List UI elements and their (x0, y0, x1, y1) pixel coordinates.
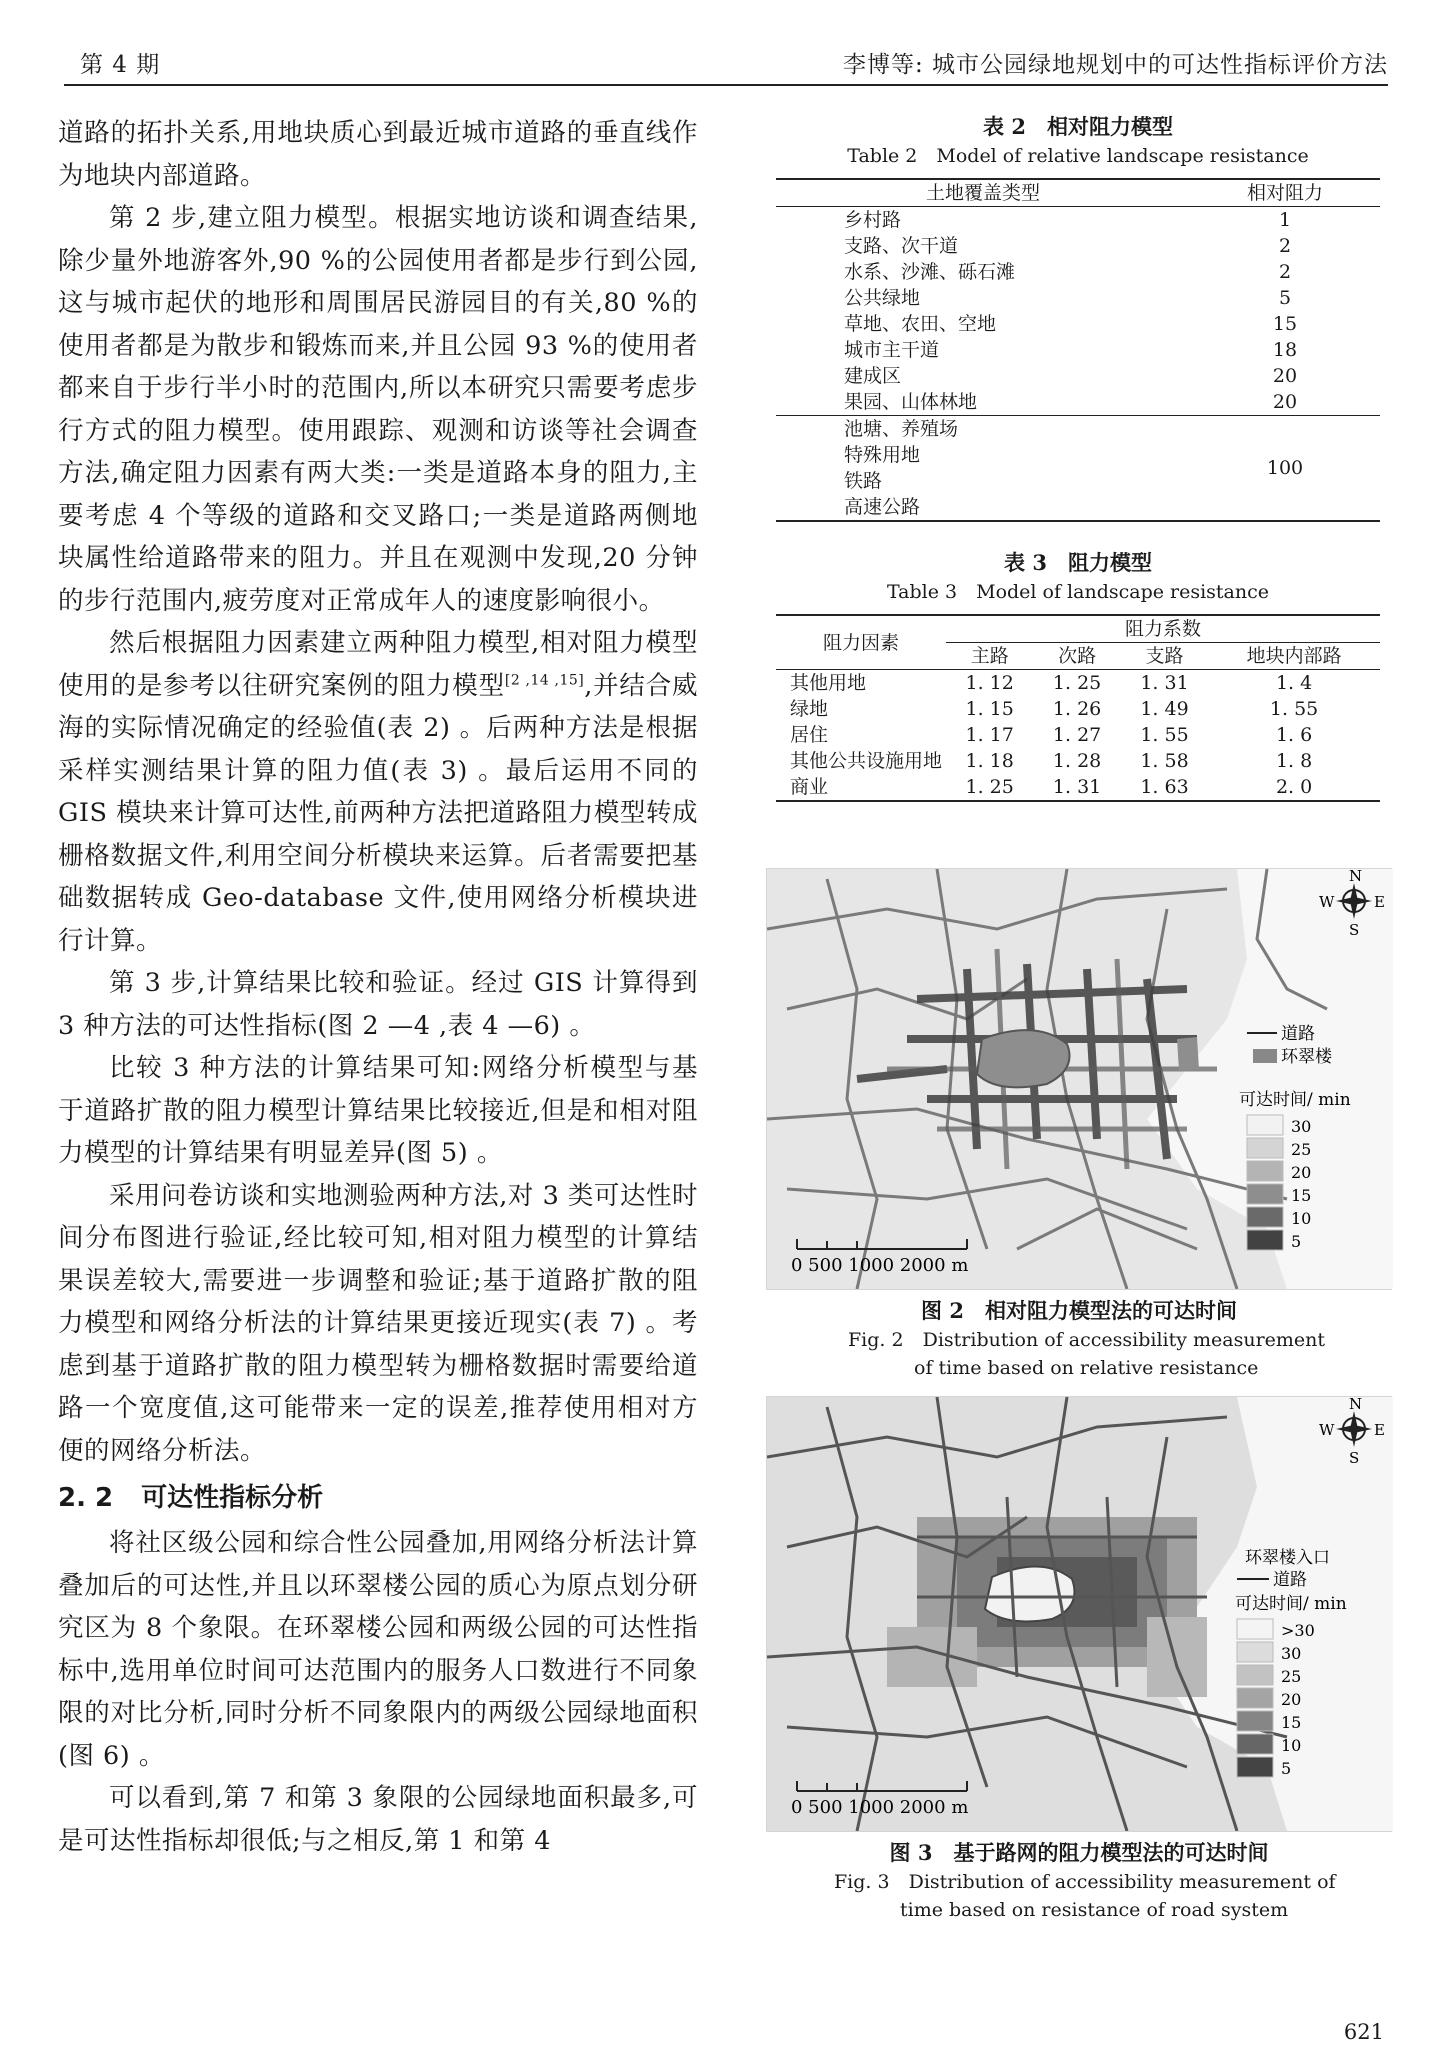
section-heading (58, 1476, 698, 1520)
table-row (776, 722, 1380, 748)
cell: 绿地 (790, 698, 829, 720)
paragraph (58, 622, 698, 962)
cell: 果园、山体林地 (844, 391, 978, 413)
cell: 乡村路 (844, 209, 902, 231)
table-row (776, 748, 1380, 774)
cell: 1. 31 (1052, 776, 1102, 798)
legend-entry-label: 环翠楼入口 (1245, 1548, 1330, 1568)
cell: 20 (1272, 365, 1298, 387)
legend-swatch (1237, 1757, 1273, 1777)
cell-line: 高速公路 (844, 496, 921, 518)
legend-swatch (1237, 1642, 1273, 1662)
zone (887, 1627, 977, 1687)
park-area (977, 1030, 1070, 1087)
compass-w: W (1319, 1421, 1335, 1439)
legend-title: 可达时间/ min (1235, 1594, 1347, 1614)
cell: 1. 63 (1140, 776, 1189, 798)
legend-value: 25 (1281, 1667, 1302, 1686)
legend-value: 15 (1291, 1186, 1312, 1205)
cell: 15 (1272, 313, 1298, 335)
cell: 100 (1190, 416, 1380, 522)
cell: 支路、次干道 (844, 235, 959, 257)
cell: 1. 26 (1052, 698, 1102, 720)
cell: 1. 6 (1275, 724, 1313, 746)
legend-value: 25 (1291, 1140, 1312, 1159)
cell: 1. 27 (1052, 724, 1102, 746)
table3-subcol: 支路 (1121, 643, 1208, 670)
cell (776, 416, 1190, 522)
cell: 1. 31 (1140, 672, 1189, 694)
legend-value: 10 (1281, 1736, 1302, 1755)
figure-3-caption: 图 3 基于路网的阻力模型法的可达时间 (889, 1840, 1269, 1865)
figure-2-caption: 图 2 相对阻力模型法的可达时间 (921, 1298, 1237, 1323)
table-row (776, 389, 1380, 416)
cell: 1. 12 (965, 672, 1014, 694)
table3-col-factor: 阻力因素 (776, 615, 946, 670)
cell: 水系、沙滩、砾石滩 (844, 261, 1016, 283)
figure-2 (766, 868, 1392, 1382)
legend-title: 可达时间/ min (1239, 1090, 1351, 1110)
table-row (776, 285, 1380, 311)
cell: 建成区 (844, 365, 902, 387)
caption-line: Fig. 3 Distribution of accessibility measurement of (834, 1871, 1336, 1893)
paragraph: 道路的拓扑关系,用地块质心到最近城市道路的垂直线作为地块内部道路。 (58, 118, 698, 191)
compass-e: E (1374, 893, 1385, 911)
cell: 1. 28 (1052, 750, 1102, 772)
section-title: 可达性指标分析 (141, 1483, 324, 1513)
legend-road-label: 道路 (1281, 1024, 1315, 1044)
cell: 5 (1278, 287, 1292, 309)
cell: 2 (1278, 235, 1292, 257)
cell: 2 (1278, 261, 1292, 283)
cell: 1. 55 (1140, 724, 1189, 746)
cell-line: 池塘、养殖场 (844, 418, 959, 440)
scale-label: 0 500 1000 2000 m (791, 1255, 969, 1276)
figure-3 (766, 1396, 1392, 1924)
table3 (776, 614, 1380, 802)
legend-swatch (1247, 1184, 1283, 1204)
paragraph: 可以看到,第 7 和第 3 象限的公园绿地面积最多,可是可达性指标却很低;与之相反,第 1 和第 4 (58, 1783, 698, 1856)
cell: 1. 25 (1052, 672, 1102, 694)
legend-park-swatch (1253, 1049, 1277, 1063)
cell: 1. 58 (1140, 750, 1189, 772)
table-row (776, 311, 1380, 337)
section-number: 2. 2 (58, 1483, 114, 1513)
figure-2-caption-en (766, 1326, 1392, 1382)
cell-line: 铁路 (844, 470, 883, 492)
map-figure-2 (767, 869, 1393, 1289)
left-column (58, 112, 698, 1862)
legend-swatch (1247, 1230, 1283, 1250)
cell: 草地、农田、空地 (844, 313, 997, 335)
cell: 1. 49 (1140, 698, 1189, 720)
table-row (776, 670, 1380, 697)
table2-title-en: Table 2 Model of relative landscape resistance (847, 145, 1309, 167)
compass-s: S (1349, 1449, 1360, 1467)
table3-subcol: 地块内部路 (1208, 643, 1380, 670)
header-rule (64, 84, 1388, 86)
legend-value: 30 (1281, 1644, 1302, 1663)
legend-swatch (1237, 1619, 1273, 1639)
cell: 公共绿地 (844, 287, 921, 309)
paragraph: 比较 3 种方法的计算结果可知:网络分析模型与基于道路扩散的阻力模型计算结果比较接近,但是和相对阻力模型的计算结果有明显差异(图 5) 。 (58, 1053, 698, 1168)
running-title: 李博等: 城市公园绿地规划中的可达性指标评价方法 (842, 52, 1388, 78)
legend-value: 10 (1291, 1209, 1312, 1228)
figure-3-map[interactable] (766, 1396, 1392, 1832)
legend-swatch (1247, 1161, 1283, 1181)
cell-line: 特殊用地 (844, 444, 921, 466)
journal-issue: 第 4 期 (80, 52, 161, 78)
cell: 20 (1272, 391, 1298, 413)
cell: 其他公共设施用地 (790, 750, 943, 772)
cell: 2. 0 (1275, 776, 1313, 798)
figure-3-caption-en (766, 1868, 1392, 1924)
scale-label: 0 500 1000 2000 m (791, 1797, 969, 1818)
paragraph: 第 3 步,计算结果比较和验证。经过 GIS 计算得到 3 种方法的可达性指标(图 2 —4 ,表 4 —6) 。 (58, 968, 698, 1041)
map-figure-3 (767, 1397, 1393, 1831)
cell: 1. 18 (965, 750, 1014, 772)
table2-col-type: 土地覆盖类型 (776, 179, 1190, 207)
cell: 1. 15 (965, 698, 1014, 720)
legend-swatch (1237, 1711, 1273, 1731)
table3-col-group: 阻力系数 (946, 615, 1380, 643)
paragraph: 将社区级公园和综合性公园叠加,用网络分析法计算叠加后的可达性,并且以环翠楼公园的质心为原点划分研究区为 8 个象限。在环翠楼公园和两级公园的可达性指标中,选用单位时间可达范围内的服务人口数进行不同象限的对比分析,同时分析不同象限内的两级公园绿地面积(图 6) 。 (58, 1528, 698, 1771)
legend-value: >30 (1281, 1621, 1315, 1640)
legend-swatch (1237, 1665, 1273, 1685)
table3-subcol: 主路 (946, 643, 1033, 670)
legend-swatch (1237, 1688, 1273, 1708)
paragraph-text: 然后根据阻力因素建立两种阻力模型,相对阻力模型使用的是参考以往研究案例的阻力模型 (58, 628, 698, 701)
table3-title: 表 3 阻力模型 (1004, 550, 1152, 575)
park-area (985, 1566, 1075, 1621)
cell: 1. 55 (1269, 698, 1319, 720)
table-row (776, 416, 1380, 522)
paragraph: 第 2 步,建立阻力模型。根据实地访谈和调查结果,除少量外地游客外,90 %的公园使用者都是步行到公园,这与城市起伏的地形和周围居民游园目的有关,80 %的使用者都是为散步和锻炼而来,并且公园 93 %的使用者都来自于步行半小时的范围内,所以本研究只需要考虑步行方式的阻力模型。使用跟踪、观测和访谈等社会调查方法,确定阻力因素有两大类:一类是道路本身的阻力,主要考虑 4 个等级的道路和交叉路口;一类是道路两侧地块属性给道路带来的阻力。并且在观测中发现,20 分钟的步行范围内,疲劳度对正常成年人的速度影响很小。 (58, 203, 698, 616)
legend-value: 5 (1291, 1232, 1302, 1251)
legend-swatch (1247, 1207, 1283, 1227)
cell: 其他用地 (790, 672, 867, 694)
compass-s: S (1349, 921, 1360, 939)
table-row (776, 259, 1380, 285)
table-row (776, 363, 1380, 389)
cell: 18 (1272, 339, 1298, 361)
compass-n: N (1349, 1397, 1363, 1413)
table2 (776, 178, 1380, 522)
legend-park-label: 环翠楼 (1281, 1047, 1332, 1067)
right-column (776, 112, 1380, 802)
table3-subcol: 次路 (1033, 643, 1120, 670)
paragraph: 采用问卷访谈和实地测验两种方法,对 3 类可达性时间分布图进行验证,经比较可知,相对阻力模型的计算结果误差较大,需要进一步调整和验证;基于道路扩散的阻力模型和网络分析法的计算结果更接近现实(表 7) 。考虑到基于道路扩散的阻力模型转为栅格数据时需要给道路一个宽度值,这可能带来一定的误差,推荐使用相对方便的网络分析法。 (58, 1180, 698, 1466)
cell: 1. 25 (965, 776, 1014, 798)
cell: 1 (1278, 209, 1292, 231)
table-row (776, 696, 1380, 722)
table-row (776, 774, 1380, 801)
page-number: 621 (1343, 2020, 1384, 2044)
cell: 1. 8 (1275, 750, 1313, 772)
table2-title: 表 2 相对阻力模型 (983, 114, 1173, 139)
caption-line: time based on resistance of road system (900, 1899, 1289, 1921)
compass-e: E (1374, 1421, 1385, 1439)
paragraph-text: ,并结合威海的实际情况确定的经验值(表 2) 。后两种方法是根据采样实测结果计算的阻力值(表 3) 。最后运用不同的 GIS 模块来计算可达性,前两种方法把道路阻力模型转成栅格数据文件,利用空间分析模块来运算。后者需要把基础数据转成 Geo-database 文件,使用网络分析模块进行计算。 (58, 670, 698, 956)
legend-swatch (1247, 1115, 1283, 1135)
legend-value: 20 (1281, 1690, 1302, 1709)
legend-swatch (1247, 1138, 1283, 1158)
legend-value: 30 (1291, 1117, 1312, 1136)
citation-ref[interactable]: [2 ,14 ,15] (504, 672, 585, 688)
cell: 1. 17 (965, 724, 1014, 746)
cell: 居住 (790, 724, 829, 746)
zone (1147, 1617, 1207, 1697)
cell: 商业 (790, 776, 829, 798)
legend-value: 20 (1291, 1163, 1312, 1182)
table3-title-en: Table 3 Model of landscape resistance (886, 581, 1270, 603)
caption-line: of time based on relative resistance (914, 1357, 1259, 1379)
compass-n: N (1349, 869, 1363, 885)
table-row (776, 233, 1380, 259)
legend-value: 5 (1281, 1759, 1292, 1778)
legend-swatch (1237, 1734, 1273, 1754)
table-row (776, 337, 1380, 363)
caption-line: Fig. 2 Distribution of accessibility measurement (848, 1329, 1326, 1351)
table-row (776, 207, 1380, 234)
figure-2-map[interactable] (766, 868, 1392, 1290)
legend-road-label: 道路 (1273, 1570, 1307, 1590)
legend-value: 15 (1281, 1713, 1302, 1732)
compass-w: W (1319, 893, 1335, 911)
table2-col-value: 相对阻力 (1190, 179, 1380, 207)
park-area (1177, 1037, 1199, 1071)
cell: 1. 4 (1275, 672, 1313, 694)
cell: 城市主干道 (844, 339, 940, 361)
